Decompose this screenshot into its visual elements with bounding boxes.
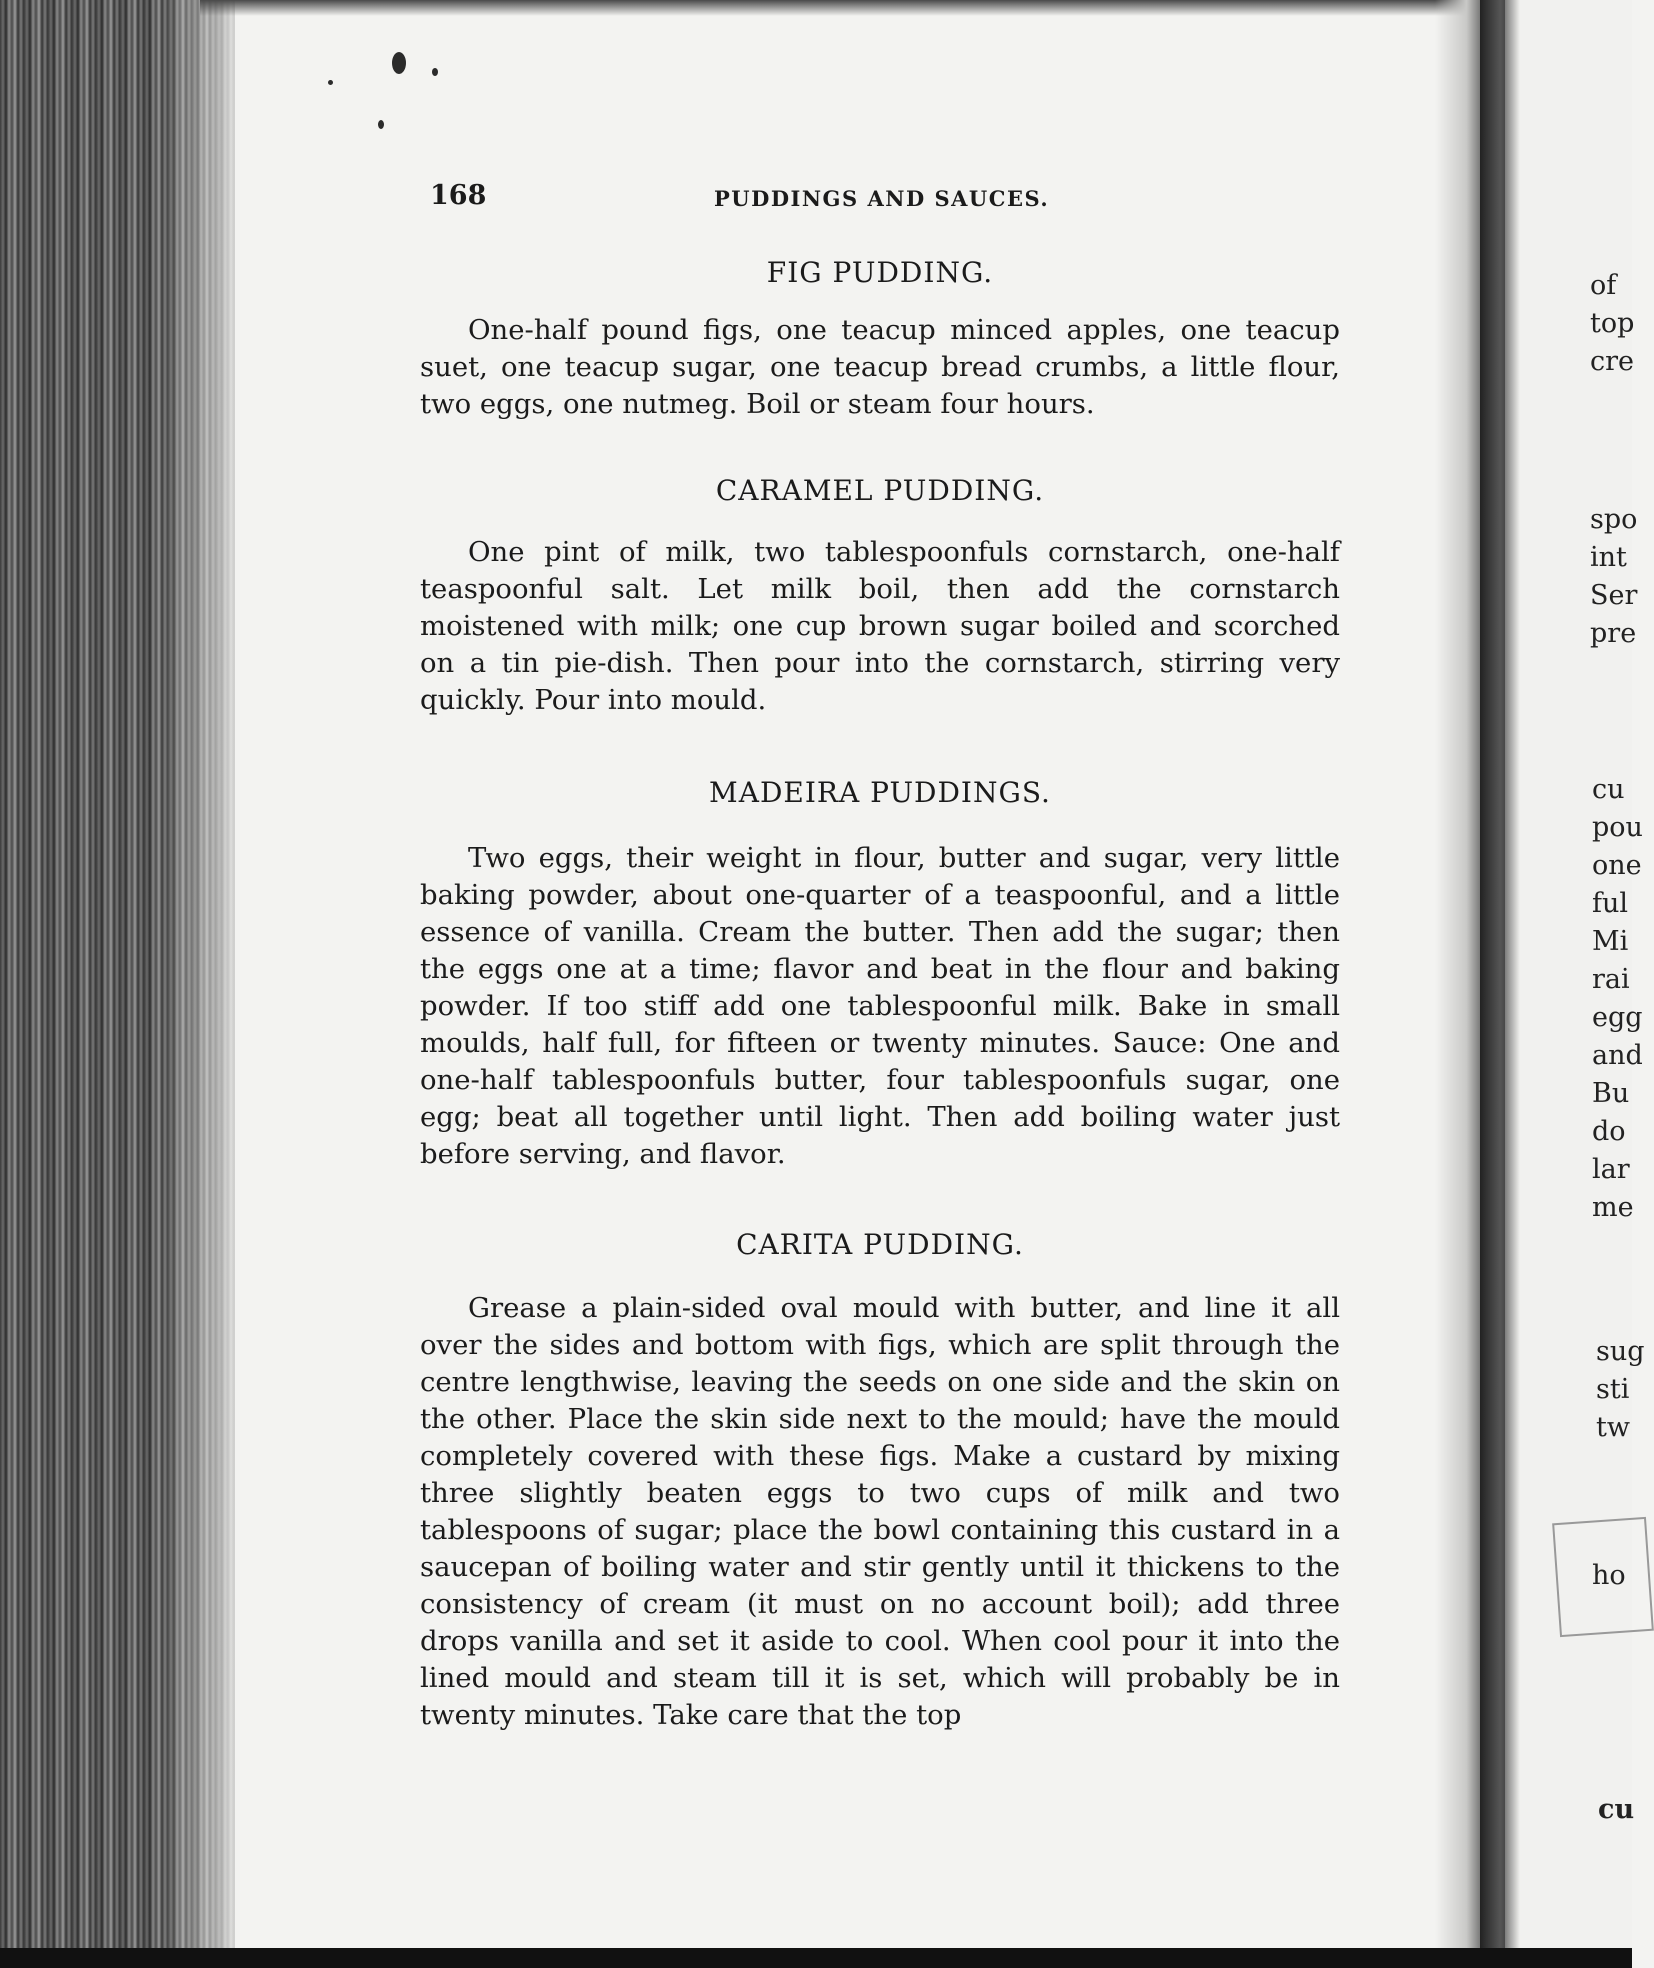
facing-fragment: pre [1590,618,1637,649]
facing-fragment: cu [1598,1794,1635,1825]
facing-fragment: ful [1592,888,1629,919]
page-number: 168 [430,180,487,211]
facing-fragment: lar [1592,1154,1630,1185]
facing-fragment: rai [1592,964,1630,995]
facing-fragment: egg [1592,1002,1643,1033]
ink-spot [328,80,333,85]
facing-fragment: sti [1596,1374,1630,1405]
bottom-shadow-bar [0,1948,1632,1968]
recipe-title: FIG PUDDING. [766,256,994,289]
facing-fragment: pou [1592,812,1643,843]
recipe-title: CARITA PUDDING. [736,1228,1024,1261]
top-shadow [200,0,1470,16]
facing-fragment: Mi [1592,926,1629,957]
facing-fragment: cre [1590,346,1635,377]
facing-fragment: cu [1592,774,1625,805]
ink-spot [378,120,384,129]
facing-fragment: tw [1596,1412,1630,1443]
facing-fragment: do [1592,1116,1626,1147]
facing-page-shadow [1480,0,1520,1968]
facing-fragment: of [1590,270,1617,301]
ink-spot [432,68,438,76]
facing-fragment: Bu [1592,1078,1630,1109]
recipe-body: One-half pound figs, one teacup minced apples, one teacup suet, one teacup sugar, one teacup bread crumbs, a little flour, two eggs, one nutmeg. Boil or steam four hours. [420,314,1340,420]
facing-fragment: ho [1592,1560,1626,1591]
recipe-body: Grease a plain-sided oval mould with butter, and line it all over the sides and bottom with figs, which are split through the centre lengthwise, leaving the seeds on one side and the skin on the other. Place the skin side next to the mould; have the mould completely covered with these figs. Make a custard by mixing three slightly beaten eggs to two cups of milk and two tablespoons of sugar; place the bowl containing this custard in a saucepan of boiling water and stir gently until it thickens to the consistency of cream (it must on no account boil); add three drops vanilla and set it aside to cool. When cool pour it into the lined mould and steam till it is set, which will probably be in twenty minutes. Take care that the top [420,1292,1340,1731]
facing-fragment: sug [1596,1336,1645,1367]
recipe-title: CARAMEL PUDDING. [715,474,1045,507]
ink-spot [392,52,406,74]
recipe-body: One pint of milk, two tablespoonfuls cornstarch, one-half teaspoonful salt. Let milk boil, then add the cornstarch moistened with milk; one cup brown sugar boiled and scorched on a tin pie-dish. Then pour into the cornstarch, stirring very quickly. Pour into mould. [420,536,1340,716]
page-header [430,180,1340,214]
running-head: PUDDINGS AND SAUCES. [714,186,1050,211]
facing-fragment: and [1592,1040,1643,1071]
facing-fragment: one [1592,850,1642,881]
facing-fragment: me [1592,1192,1634,1223]
facing-fragment: spo [1590,504,1638,535]
facing-fragment: Ser [1590,580,1638,611]
recipe-title: MADEIRA PUDDINGS. [709,776,1051,809]
facing-fragment: top [1590,308,1635,339]
facing-fragment: int [1590,542,1627,573]
page-edge-fade [160,0,250,1968]
recipe-body: Two eggs, their weight in flour, butter and sugar, very little baking powder, about one-quarter of a teaspoonful, and a little essence of vanilla. Cream the butter. Then add the sugar; then the eggs one at a time; flavor and beat in the flour and baking powder. If too stiff add one tablespoonful milk. Bake in small moulds, half full, for fifteen or twenty minutes. Sauce: One and one-half tablespoonfuls butter, four tablespoonfuls sugar, one egg; beat all together until light. Then add boiling water just before serving, and flavor. [420,842,1340,1170]
